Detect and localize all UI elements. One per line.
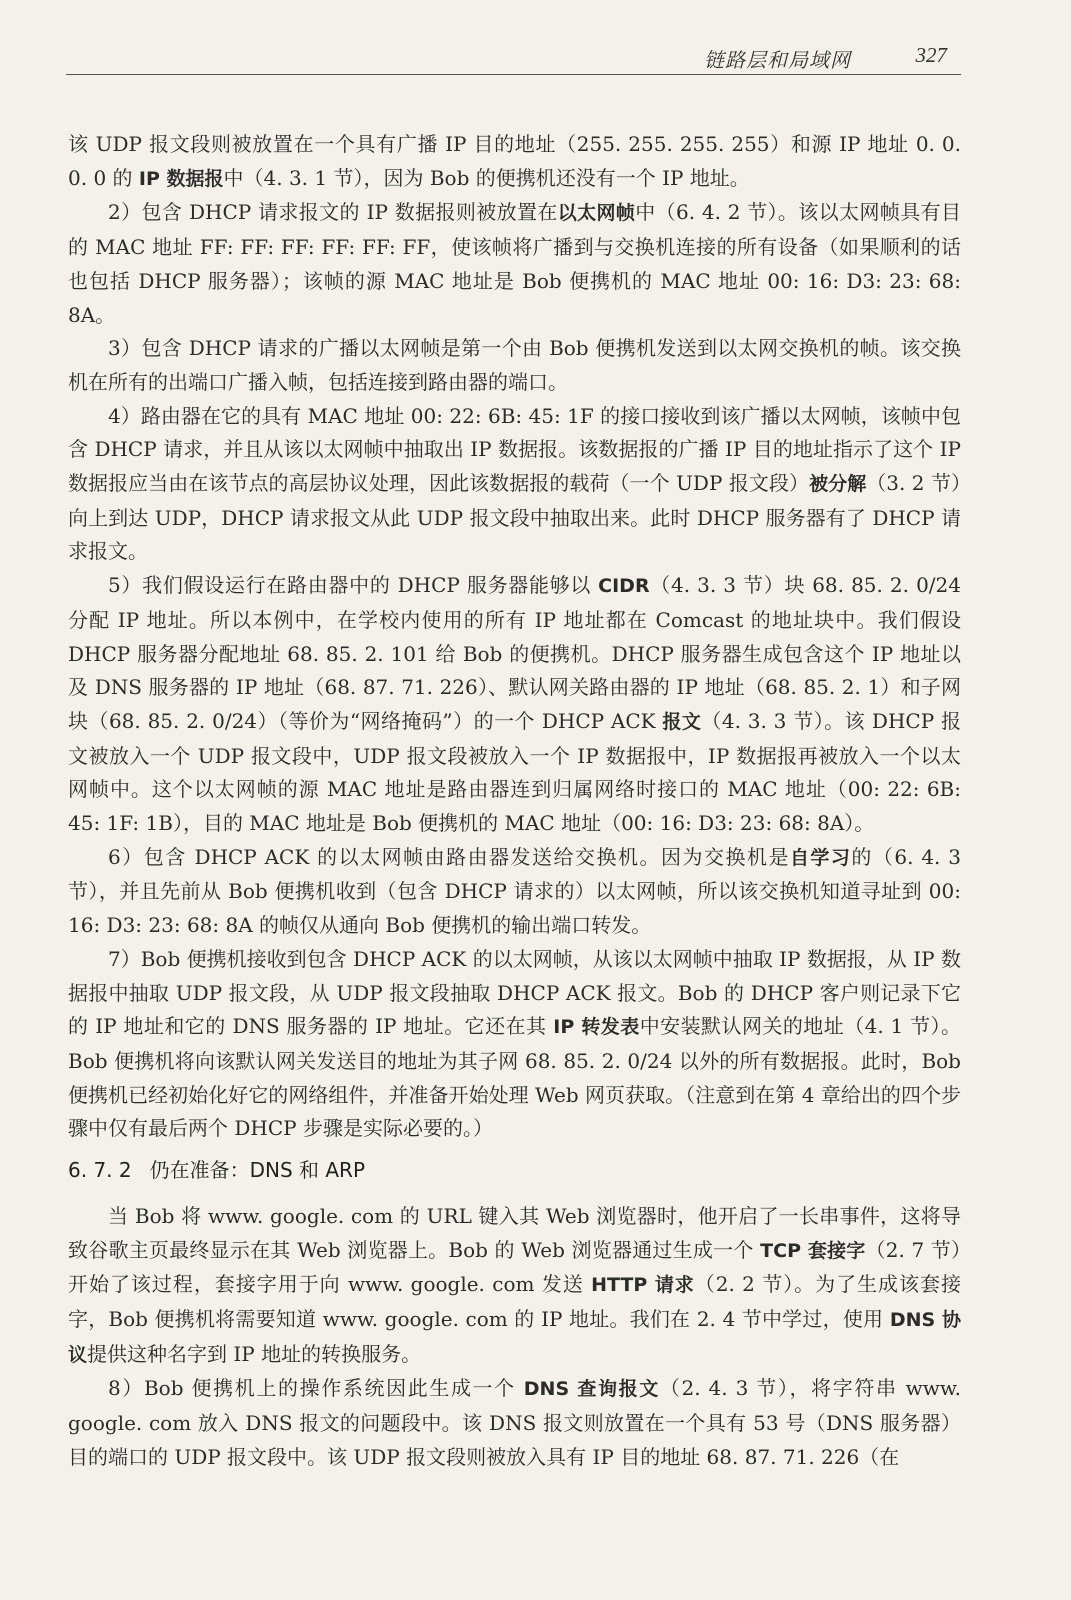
paragraph-step-5: 5）我们假设运行在路由器中的 DHCP 服务器能够以 CIDR（4. 3. 3 节）块 68. 85. 2. 0/24 分配 IP 地址。所以本例中，在学校内使用的所有 IP 地址都在 Comcast 的地址块中。我们假设 DHCP 服务器分配地址 68. 85. 2. 101 给 Bob 的便携机。DHCP 服务器生成包含这个 IP 地址以及 DNS 服务器的 IP 地址（68. 87. 71. 226）、默认网关路由器的 IP 地址（68. 85. 2. 1）和子网块（68. 85. 2. 0/24）（等价为“网络掩码”）的一个 DHCP ACK 报文（4. 3. 3 节）。该 DHCP 报文被放入一个 UDP 报文段中，UDP 报文段被放入一个 IP 数据报中，IP 数据报再被放入一个以太网帧中。这个以太网帧的源 MAC 地址是路由器连到归属网络时接口的 MAC 地址（00: 22: 6B: 45: 1F: 1B），目的 MAC 地址是 Bob 便携机的 MAC 地址（00: 16: D3: 23: 68: 8A）。 <box>68 573 961 836</box>
paragraph-step-4: 4）路由器在它的具有 MAC 地址 00: 22: 6B: 45: 1F 的接口接收到该广播以太网帧，该帧中包含 DHCP 请求，并且从该以太网帧中抽取出 IP 数据报。该数据报的广播 IP 目的地址指示了这个 IP 数据报应当由在该节点的高层协议处理，因此该数据报的载荷（一个 UDP 报文段）被分解（3. 2 节）向上到达 UDP，DHCP 请求报文从此 UDP 报文段中抽取出来。此时 DHCP 服务器有了 DHCP 请求报文。 <box>68 403 961 564</box>
paragraph-step-7: 7）Bob 便携机接收到包含 DHCP ACK 的以太网帧，从该以太网帧中抽取 IP 数据报，从 IP 数据报中抽取 UDP 报文段，从 UDP 报文段抽取 DHCP ACK 报文。Bob 的 DHCP 客户则记录下它的 IP 地址和它的 DNS 服务器的 IP 地址。它还在其 IP 转发表中安装默认网关的地址（4. 1 节）。Bob 便携机将向该默认网关发送目的地址为其子网 68. 85. 2. 0/24 以外的所有数据报。此时，Bob 便携机已经初始化好它的网络组件，并准备开始处理 Web 网页获取。（注意到在第 4 章给出的四个步骤中仅有最后两个 DHCP 步骤是实际必要的。） <box>68 946 961 1141</box>
paragraph-dns-intro: 当 Bob 将 www. google. com 的 URL 键入其 Web 浏览器时，他开启了一长串事件，这将导致谷歌主页最终显示在其 Web 浏览器上。Bob 的 Web 浏览器通过生成一个 TCP 套接字（2. 7 节）开始了该过程，套接字用于向 www. google. com 发送 HTTP 请求（2. 2 节）。为了生成该套接字，Bob 便携机将需要知道 www. google. com 的 IP 地址。我们在 2. 4 节中学过，使用 DNS 协议提供这种名字到 IP 地址的转换服务。 <box>68 1203 961 1366</box>
section-title: 仍在准备：DNS 和 ARP <box>149 1158 366 1183</box>
chapter-title: 链路层和局域网 <box>704 48 851 72</box>
page-number: 327 <box>915 43 947 67</box>
running-header <box>66 40 961 75</box>
paragraph-step-3: 3）包含 DHCP 请求的广播以太网帧是第一个由 Bob 便携机发送到以太网交换机的帧。该交换机在所有的出端口广播入帧，包括连接到路由器的端口。 <box>68 336 961 394</box>
section-number: 6. 7. 2 <box>68 1158 132 1183</box>
paragraph-step-2: 2）包含 DHCP 请求报文的 IP 数据报则被放置在以太网帧中（6. 4. 2 节）。该以太网帧具有目的 MAC 地址 FF: FF: FF: FF: FF: FF，使该帧将广播到与交换机连接的所有设备（如果顺利的话也包括 DHCP 服务器）；该帧的源 MAC 地址是 Bob 便携机的 MAC 地址 00: 16: D3: 23: 68: 8A。 <box>68 200 961 327</box>
body-text <box>68 128 961 1474</box>
paragraph-step-8: 8）Bob 便携机上的操作系统因此生成一个 DNS 查询报文（2. 4. 3 节），将字符串 www. google. com 放入 DNS 报文的问题段中。该 DNS 报文则放置在一个具有 53 号（DNS 服务器）目的端口的 UDP 报文段中。该 UDP 报文段则被放入具有 IP 目的地址 68. 87. 71. 226（在 <box>68 1376 961 1469</box>
paragraph-1: 该 UDP 报文段则被放置在一个具有广播 IP 目的地址（255. 255. 255. 255）和源 IP 地址 0. 0. 0. 0 的 IP 数据报中（4. 3. 1 节），因为 Bob 的便携机还没有一个 IP 地址。 <box>68 132 961 190</box>
paragraph-step-6: 6）包含 DHCP ACK 的以太网帧由路由器发送给交换机。因为交换机是自学习的（6. 4. 3 节），并且先前从 Bob 便携机收到（包含 DHCP 请求的）以太网帧，所以该交换机知道寻址到 00: 16: D3: 23: 68: 8A 的帧仅从通向 Bob 便携机的输出端口转发。 <box>68 844 961 938</box>
section-heading <box>68 1154 961 1188</box>
